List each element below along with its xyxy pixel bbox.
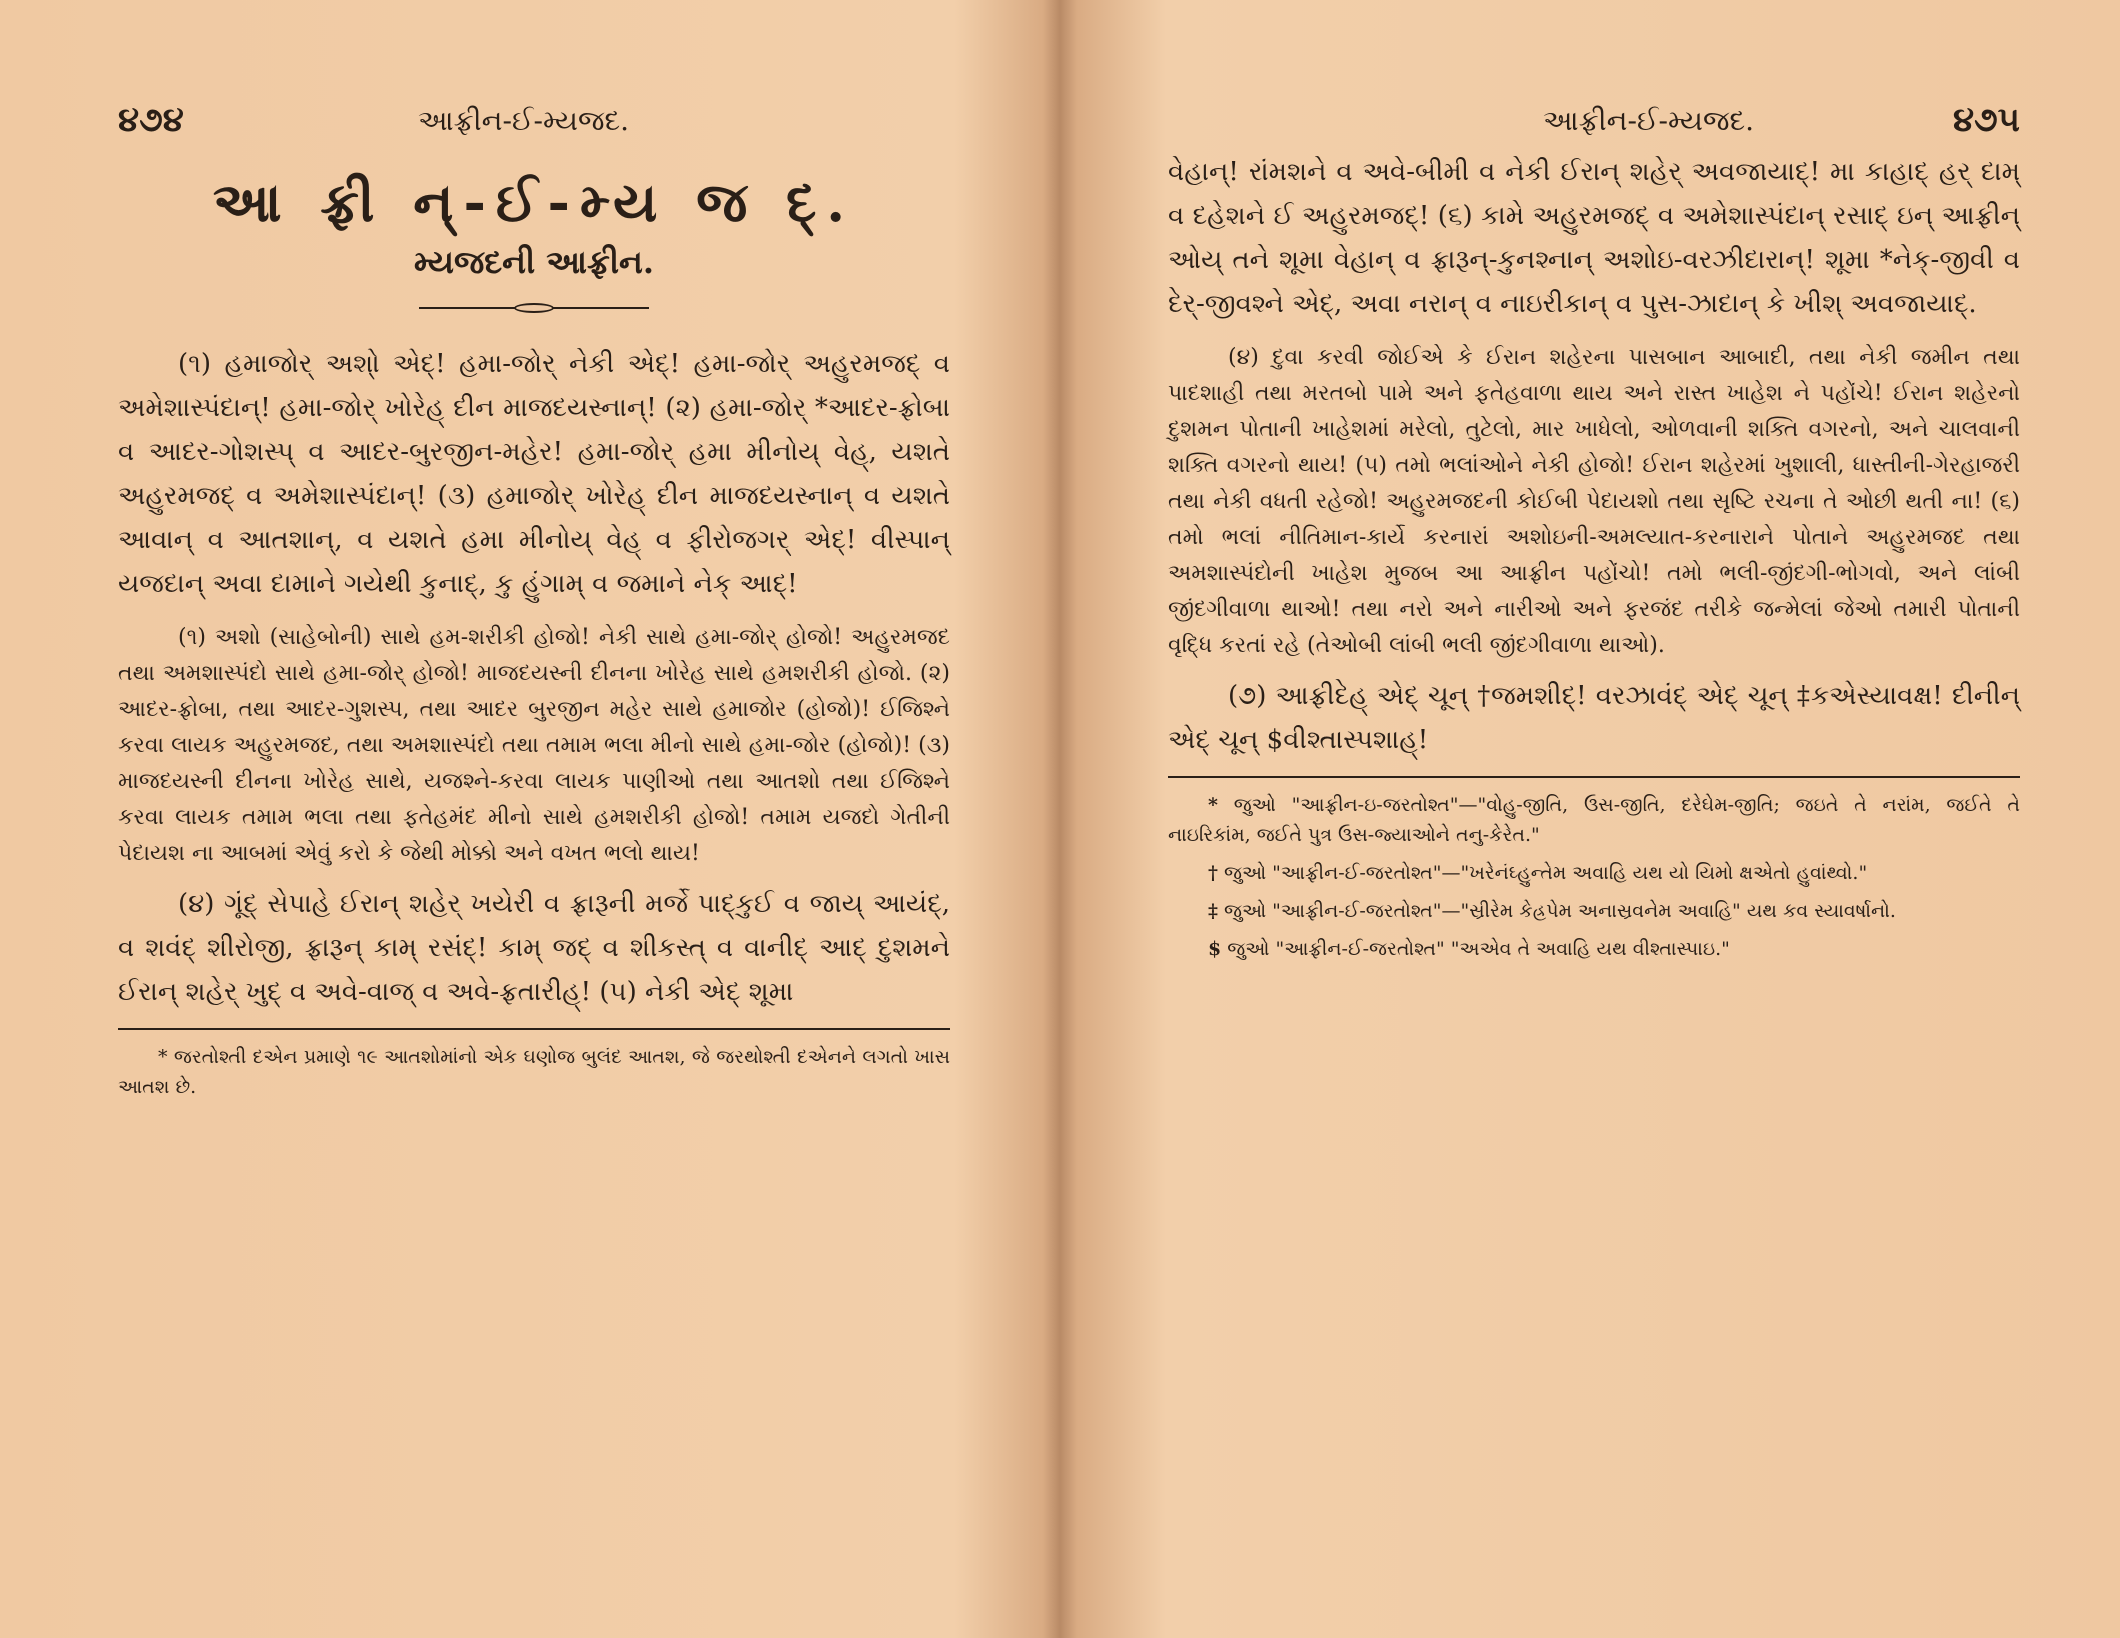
footnote	[1168, 858, 2020, 888]
page-number: ૪૭૪	[118, 100, 184, 140]
running-title: આફ્રીન-ઈ-મ્યજદ.	[1543, 104, 1755, 137]
chapter-title: આ ફ્રી ન્-ઈ-મ્ય જ દ્.	[212, 170, 856, 234]
footnote-rule	[1168, 776, 2020, 778]
translation-paragraph: (૪) દુવા કરવી જોઈએ કે ઈરાન શહેરના પાસબાન આબાદી, તથા નેકી જમીન તથા પાદશાહી તથા મરતબો પામે અને ફતેહવાળા થાય અને રાસ્ત ખાહેશ ને પહોંચે! ઈરાન શહેરનો દુશમન પોતાની ખાહેશમાં મરેલો, તુટેલો, માર ખાધેલો, ઓળવાની શક્તિ વગરનો, અને ચાલવાની શક્તિ વગરનો થાય! (૫) તમો ભલાંઓને નેકી હોજો! ઈરાન શહેરમાં ખુશાલી, ધાસ્તીની-ગેરહાજરી તથા નેકી વધતી રહેજો! અહુરમજદની કોઈબી પેદાયશો તથા સૃષ્ટિ રચના તે ઓછી થતી ના! (૬) તમો ભલાં નીતિમાન-કાર્યે કરનારાં અશોઇની-અમલ્યાત-કરનારાને પોતાને અહુરમજદ તથા અમશાસ્પંદોની ખાહેશ મુજબ આ આફ્રીન પહોંચો! તમો ભલી-જીંદગી-ભોગવો, અને લાંબી જીંદગીવાળા થાઓ! તથા નરો અને નારીઓ અને ફરજંદ તરીકે જન્મેલાં જેઓ તમારી પોતાની વૃદ્ધિ કરતાં રહે (તેઓબી લાંબી ભલી જીંદગીવાળા થાઓ).	[1168, 345, 2020, 658]
footnote	[1168, 896, 2020, 926]
footnote-mark: *	[1208, 794, 1218, 816]
footnote-mark: $	[1208, 938, 1222, 960]
ornamental-divider	[419, 302, 649, 314]
chapter-subtitle: મ્યજદની આફ્રીન.	[414, 243, 654, 281]
footnote	[1168, 790, 2020, 850]
footnote-text: જુઓ "આફ્રીન-ઇ-જરતોશ્ત"—"વોહુ-જીતિ, ઉસ-જીતિ, દરેઘેમ-જીતિ; જઇતે તે નરાંમ, જઈતે તે નાઇરિકાંમ, જઈતે પુત્ર ઉસ-જ્યાઓને તનુ-કેરેત."	[1168, 794, 2020, 846]
footnote-mark: ‡	[1208, 900, 1218, 922]
closing-paragraph: (૭) આફ્રીદેહ્ એદ્ ચૂન્ †જમશીદ્! વરઝાવંદ્ એદ્ ચૂન્ ‡કએસ્યાવક્ષ! દીનીન્ એદ્ ચૂન્ $વીશ્તાસ્પશાહ્!	[1168, 681, 2020, 755]
right-page	[1060, 0, 2120, 1638]
page-number: ૪૭૫	[1952, 100, 2020, 140]
running-head	[1168, 100, 2020, 150]
running-title: આફ્રીન-ઈ-મ્યજદ.	[418, 104, 630, 137]
footnote	[1168, 934, 2020, 964]
translation-paragraph: (૧) અશો (સાહેબોની) સાથે હમ-શરીકી હોજો! નેકી સાથે હમા-જોર્ હોજો! અહુરમજદ તથા અમશાસ્પંદો સાથે હમા-જોર્ હોજો! માજદયસ્ની દીનના ખોરેહ સાથે હમશરીકી હોજો. (૨) આદર-ફ્રોબા, તથા આદર-ગુશસ્પ, તથા આદર બુરજીન મહેર સાથે હમાજોર (હોજો)! ઈજિશ્ને કરવા લાયક અહુરમજદ, તથા અમશાસ્પંદો તથા તમામ ભલા મીનો સાથે હમા-જોર (હોજો)! (૩) માજદયસ્ની દીનના ખોરેહ સાથે, યજશ્ને-કરવા લાયક પાણીઓ તથા આતશો તથા ઈજિશ્ને કરવા લાયક તમામ ભલા તથા ફતેહમંદ મીનો સાથે હમશરીકી હોજો! તમામ યજદો ગેતીની પેદાયશ ના આબમાં એવું કરો કે જેથી મોક્કો અને વખત ભલો થાય!	[118, 625, 950, 866]
footnote: * જરતોશ્તી દએન પ્રમાણે ૧૯ આતશોમાંનો એક ઘણોજ બુલંદ આતશ, જે જરથોશ્તી દએનને લગતો ખાસ આતશ છે.	[118, 1046, 950, 1098]
footnote-rule	[118, 1028, 950, 1030]
footnote-text: જુઓ "આફ્રીન-ઈ-જરતોશ્ત"—"સ્રીરેમ કેહ્રપેમ અનાસ્રવનેમ અવાહિ" યથ કવ સ્યાવર્ષાનો.	[1223, 900, 1896, 922]
original-text-paragraph: વેહાન્! રાંમશને વ અવે-બીમી વ નેકી ઈરાન્ શહેર્ અવજાયાદ્! મા કાહાદ્ હર્ દામ્ વ દહેશને ઈ અહુરમજદ્! (૬) કામે અહુરમજદ્ વ અમેશાસ્પંદાન્ રસાદ્ ઇન્ આફ્રીન્ ઓય્ તને શૂમા વેહાન્ વ ફ્રારૂન્-કુનશ્નાન્ અશોઇ-વરઝીદારાન્! શૂમા *નેક્-જીવી વ દેર્-જીવશ્ને એદ્, અવા નરાન્ વ નાઇરીકાન્ વ પુસ-ઝાદાન્ કે ખીશ્ અવજાયાદ્.	[1168, 157, 2020, 319]
footnote-mark: †	[1208, 862, 1218, 884]
continuation-paragraph: (૪) ગૂંદ્ સેપાહે ઈરાન્ શહેર્ ખયેરી વ ફ્રારૂની મર્જે પાદ્કુઈ વ જાય્ આયંદ્, વ શવંદ્ શીરોજી, ફ્રારૂન્ કામ્ રસંદ્! કામ્ જદ્ વ શીકસ્ત્ વ વાનીદ્ આદ્ દુશમને ઈરાન્ શહેર્ ખુદ્ વ અવે-વાજ્ વ અવે-ફ્રતારીહ્! (૫) નેકી એદ્ શૂમા	[118, 889, 950, 1007]
footnote-text: જુઓ "આફ્રીન-ઈ-જરતોશ્ત" "અએવ તે અવાહિ યથ વીશ્તાસ્પાઇ."	[1227, 938, 1730, 960]
footnote-text: જુઓ "આફ્રીન-ઈ-જરતોશ્ત"—"ખરેનંઘ્હુન્તેમ અવાહિ યથ યો યિમો ક્ષએતો હુવાંથ્વો."	[1223, 862, 1868, 884]
running-head	[118, 100, 950, 150]
original-text-paragraph: (૧) હમાજોર્ અશો્ એદ્! હમા-જોર્ નેકી એદ્! હમા-જોર્ અહુરમજદ્ વ અમેશાસ્પંદાન્! હમા-જોર્ ખોરેહ્ દીન માજદયસ્નાન્! (૨) હમા-જોર્ *આદર-ફ્રોબા વ આદર-ગોશસ્પ્ વ આદર-બુરજીન-મહેર! હમા-જોર્ હમા મીનોય્ વેહ્, યશતે અહુરમજદ્ વ અમેશાસ્પંદાન્! (૩) હમાજોર્ ખોરેહ્ દીન માજદયસ્નાન્ વ યશતે આવાન્ વ આતશાન્, વ યશતે હમા મીનોય્ વેહ્ વ ફીરોજગર્ એદ્! વીસ્પાન્ યજદાન્ અવા દામાને ગયેથી કુનાદ્, કુ હુંગામ્ વ જમાને નેક્ આદ્!	[118, 349, 950, 599]
